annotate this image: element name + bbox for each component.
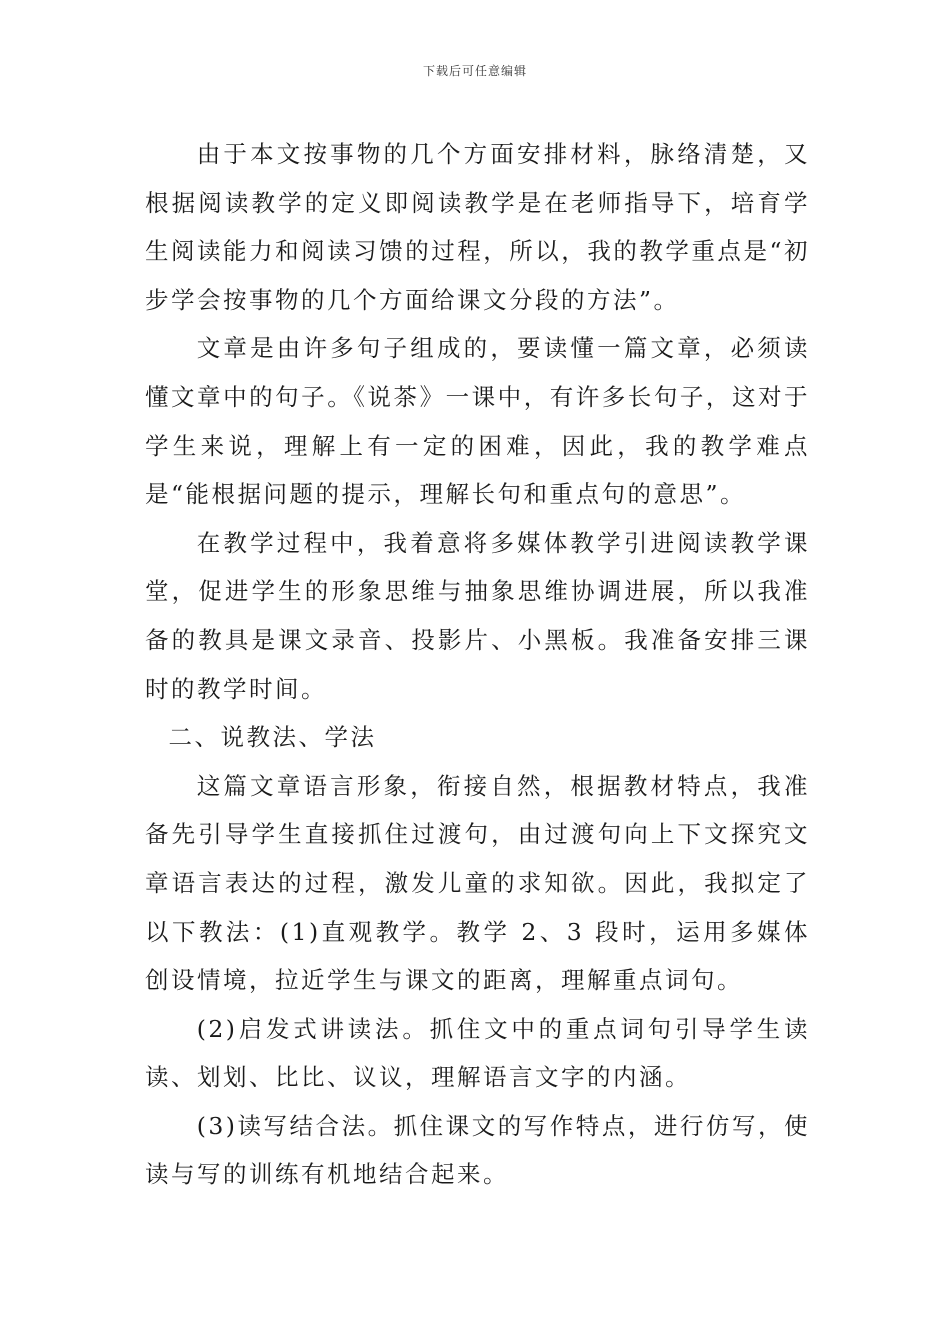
paragraph-method-intro: 这篇文章语言形象，衔接自然，根据教材特点，我准备先引导学生直接抓住过渡句，由过渡句向上下文探究文章语言表达的过程，激发儿童的求知欲。因此，我拟定了以下教法：(1)直观教学。教学 2、3 段时，运用多媒体创设情境，拉近学生与课文的距离，理解重点词句。: [145, 771, 810, 995]
paragraph-method-2: (2)启发式讲读法。抓住文中的重点词句引导学生读读、划划、比比、议议，理解语言文字的内涵。: [145, 1014, 810, 1092]
paragraph-teaching-difficulty: 文章是由许多句子组成的，要读懂一篇文章，必须读懂文章中的句子。《说茶》一课中，有许多长句子，这对于学生来说，理解上有一定的困难，因此，我的教学难点是“能根据问题的提示，理解长句和重点句的意思”。: [145, 334, 810, 509]
paragraph-method-3: (3)读写结合法。抓住课文的写作特点，进行仿写，使读与写的训练有机地结合起来。: [145, 1111, 810, 1189]
paragraph-teaching-focus: 由于本文按事物的几个方面安排材料，脉络清楚，又根据阅读教学的定义即阅读教学是在老师指导下，培育学生阅读能力和阅读习馈的过程，所以，我的教学重点是“初步学会按事物的几个方面给课文分段的方法”。: [145, 140, 810, 314]
page-header: 下载后可任意编辑: [422, 64, 527, 78]
paragraph-teaching-tools: 在教学过程中，我着意将多媒体教学引进阅读教学课堂，促进学生的形象思维与抽象思维协调进展，所以我准备的教具是课文录音、投影片、小黑板。我准备安排三课时的教学时间。: [145, 528, 810, 703]
document-body: [145, 130, 810, 1199]
section-heading-methods: 二、说教法、学法: [168, 723, 377, 752]
